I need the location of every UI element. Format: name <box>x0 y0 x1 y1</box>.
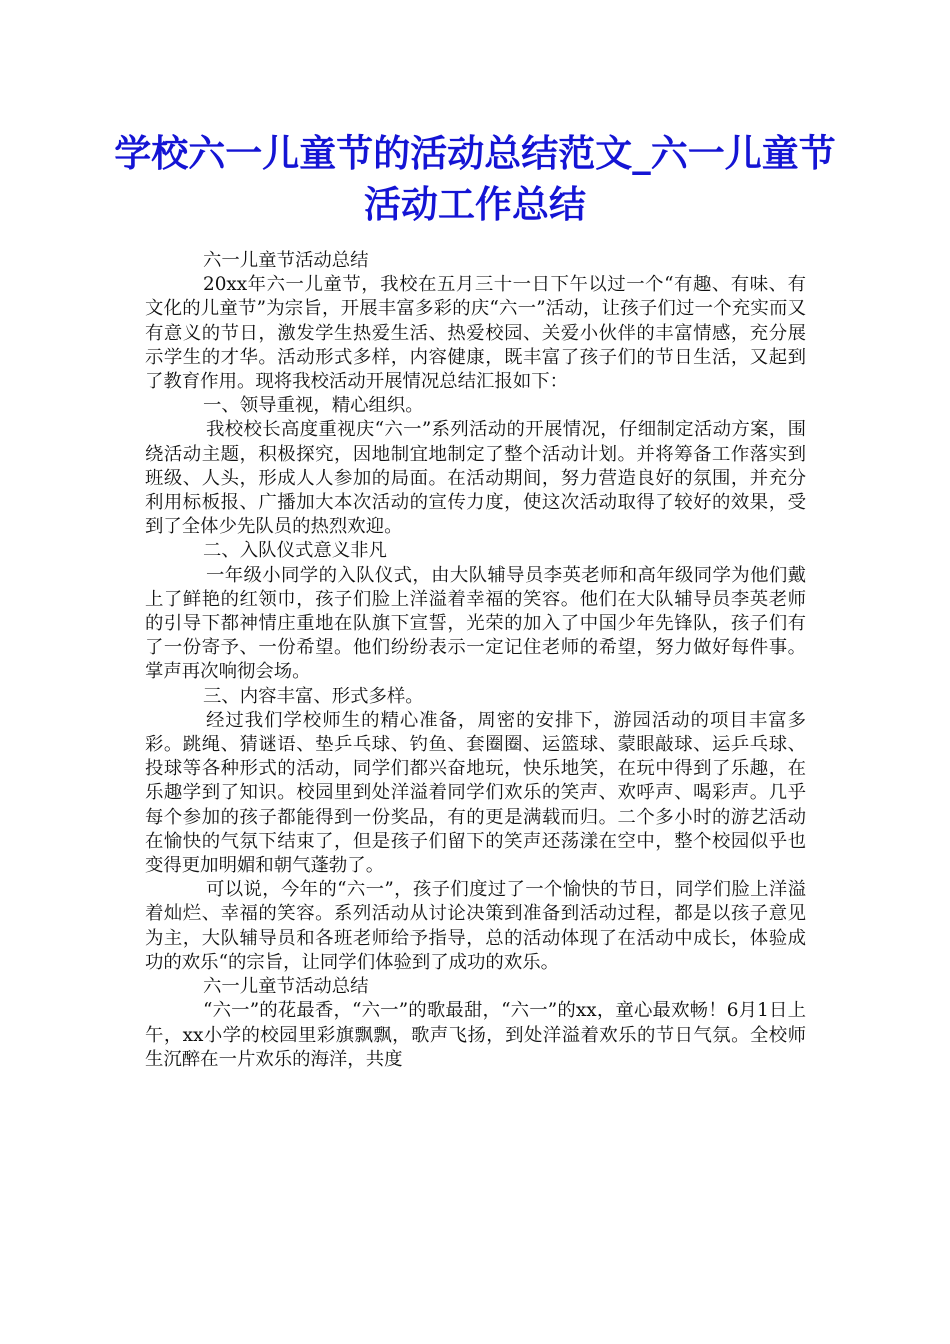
paragraph: 20xx年六一儿童节，我校在五月三十一日下午以过一个“有趣、有味、有文化的儿童节”为宗旨，开展丰富多彩的庆“六一”活动，让孩子们过一个充实而又有意义的节日，激发学生热爱生活、热爱校园、关爱小伙伴的丰富情感，充分展示学生的才华。活动形式多样，内容健康，既丰富了孩子们的节日生活，又起到了教育作用。现将我校活动开展情况总结汇报如下： <box>145 274 806 393</box>
paragraph: 六一儿童节活动总结 <box>203 976 369 998</box>
paragraph: 经过我们学校师生的精心准备，周密的安排下，游园活动的项目丰富多彩。跳绳、猜谜语、垫乒乓球、钓鱼、套圈圈、运篮球、蒙眼敲球、运乒乓球、投球等各种形式的活动，同学们都兴奋地玩，快乐地笑，在玩中得到了乐趣，在乐趣学到了知识。校园里到处洋溢着同学们欢乐的笑声、欢呼声、喝彩声。几乎每个参加的孩子都能得到一份奖品，有的更是满载而归。二个多小时的游艺活动在愉快的气氛下结束了，但是孩子们留下的笑声还荡漾在空中，整个校园似乎也变得更加明媚和朝气蓬勃了。 <box>145 709 806 877</box>
section-heading: 一、领导重视，精心组织。 <box>203 395 424 417</box>
paragraph: 可以说，今年的“六一”，孩子们度过了一个愉快的节日，同学们脸上洋溢着灿烂、幸福的笑容。系列活动从讨论决策到准备到活动过程，都是以孩子意见为主，大队辅导员和各班老师给予指导，总的活动体现了在活动中成长，体验成功的欢乐“的宗旨，让同学们体验到了成功的欢乐。 <box>145 879 806 973</box>
paragraph: 六一儿童节活动总结 <box>203 250 369 271</box>
document-body <box>145 249 806 1072</box>
section-heading: 三、内容丰富、形式多样。 <box>203 685 424 707</box>
document-title: 学校六一儿童节的活动总结范文_六一儿童节活动工作总结 <box>114 132 836 226</box>
paragraph: 我校校长高度重视庆“六一”系列活动的开展情况，仔细制定活动方案，围绕活动主题，积极探究，因地制宜地制定了整个活动计划。并将筹备工作落实到班级、人头，形成人人参加的局面。在活动期间，努力营造良好的氛围，并充分利用标板报、广播加大本次活动的宣传力度，使这次活动取得了较好的效果，受到了全体少先队员的热烈欢迎。 <box>145 419 806 538</box>
section-heading: 二、入队仪式意义非凡 <box>203 540 387 562</box>
paragraph: “六一”的花最香，“六一”的歌最甜，“六一”的xx，童心最欢畅！6月1日上午，xx小学的校园里彩旗飘飘，歌声飞扬，到处洋溢着欢乐的节日气氛。全校师生沉醉在一片欢乐的海洋，共度 <box>145 1000 806 1070</box>
paragraph: 一年级小同学的入队仪式，由大队辅导员李英老师和高年级同学为他们戴上了鲜艳的红领巾，孩子们脸上洋溢着幸福的笑容。他们在大队辅导员李英老师的引导下都神情庄重地在队旗下宣誓，光荣的加入了中国少年先锋队，孩子们有了一份寄予、一份希望。他们纷纷表示一定记住老师的希望，努力做好每件事。掌声再次响彻会场。 <box>145 564 806 683</box>
